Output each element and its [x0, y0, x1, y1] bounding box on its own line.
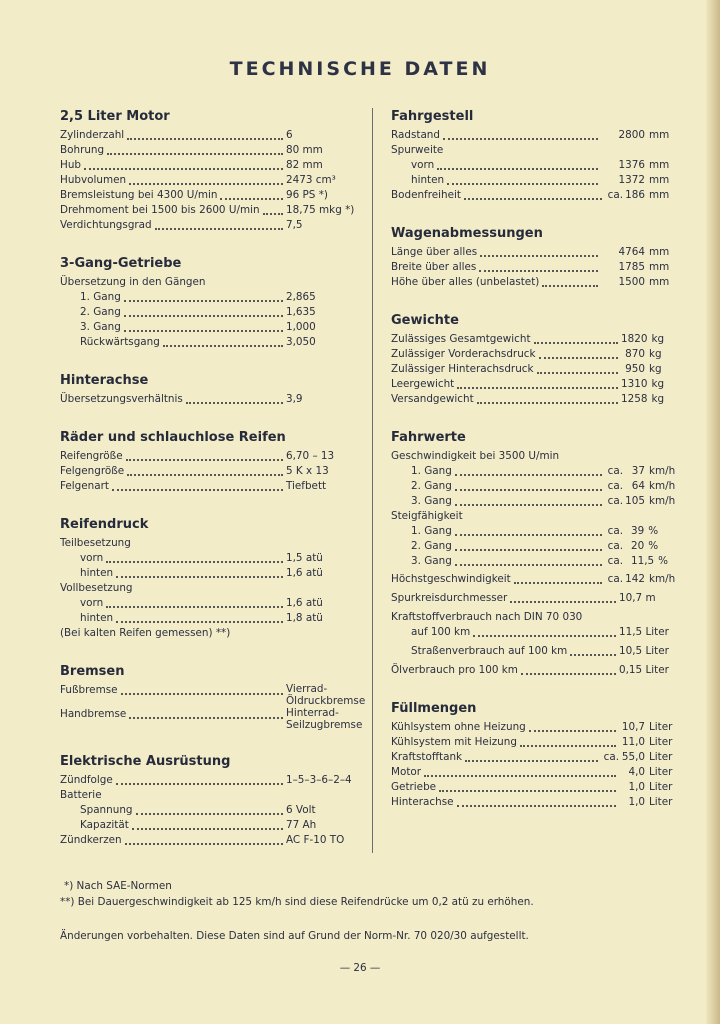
spec-row: [391, 780, 681, 795]
spec-label: Spurkreisdurchmesser: [391, 592, 508, 604]
spec-label: 2. Gang: [411, 480, 452, 492]
spec-label: Zündfolge: [60, 774, 113, 786]
spec-label: Zylinderzahl: [60, 129, 125, 141]
section-elektrik: [60, 753, 370, 848]
spec-value: 1310: [621, 378, 648, 390]
section-motor: [60, 108, 370, 233]
section-heading: Wagenabmessungen: [391, 226, 543, 241]
spec-row: [60, 290, 370, 305]
spec-label: Motor: [391, 766, 422, 778]
subheading: Spurweite: [391, 144, 444, 156]
spec-label: Kapazität: [80, 819, 129, 831]
section-heading: 3-Gang-Getriebe: [60, 256, 182, 271]
spec-unit: Liter: [649, 736, 673, 748]
spec-value: 1,000: [286, 321, 316, 333]
spec-value: 1,5 atü: [286, 552, 323, 564]
section-bremsen: [60, 663, 370, 731]
spec-unit: km/h: [649, 573, 676, 585]
section-heading: Fahrwerte: [391, 430, 466, 445]
spec-label: auf 100 km: [411, 626, 471, 638]
spec-value: 1376: [618, 159, 645, 171]
ca-marker: ca.: [607, 525, 623, 537]
subheading: Kraftstoffverbrauch nach DIN 70 030: [391, 611, 583, 623]
spec-unit: kg: [649, 363, 662, 375]
spec-value: 2,865: [286, 291, 316, 303]
subheading: Batterie: [60, 789, 102, 801]
section-fahrwerte: [391, 429, 681, 678]
spec-unit: mm: [649, 159, 670, 171]
spec-row: [60, 551, 370, 566]
subheading: Teilbesetzung: [60, 537, 131, 549]
spec-row: [391, 625, 681, 640]
spec-value: 96 PS *): [286, 189, 328, 201]
ca-marker: ca.: [607, 555, 623, 567]
spec-row: [391, 554, 681, 569]
spec-unit: Liter: [649, 796, 673, 808]
spec-row: [391, 245, 681, 260]
spec-value: 1,6 atü: [286, 597, 323, 609]
spec-value: 950: [625, 363, 645, 375]
spec-label: Fußbremse: [60, 684, 118, 696]
spec-unit: km/h: [649, 465, 676, 477]
footnotes: [60, 878, 534, 910]
spec-value: AC F-10 TO: [286, 834, 345, 846]
spec-row: [391, 539, 681, 554]
section-heading: Füllmengen: [391, 701, 477, 716]
spec-label: vorn: [80, 597, 104, 609]
section-fahrgestell: [391, 108, 681, 203]
spec-value: 80 mm: [286, 144, 323, 156]
spec-value: 6: [286, 129, 293, 141]
section-gewichte: [391, 312, 681, 407]
spec-label: vorn: [411, 159, 435, 171]
subheading: Vollbesetzung: [60, 582, 133, 594]
spec-row: [60, 707, 370, 731]
spec-row: [391, 188, 681, 203]
spec-value: Tiefbett: [286, 480, 327, 492]
section-heading: Gewichte: [391, 313, 459, 328]
spec-value: 10,5 Liter: [619, 645, 669, 657]
spec-unit: %: [648, 525, 659, 537]
spec-value: 11,5: [631, 555, 655, 567]
spec-row: [391, 362, 681, 377]
spec-label: 3. Gang: [411, 555, 452, 567]
section-heading: 2,5 Liter Motor: [60, 109, 170, 124]
spec-row: [60, 479, 370, 494]
section-raeder: [60, 429, 370, 494]
spec-label: Felgengröße: [60, 465, 125, 477]
spec-row: [60, 611, 370, 626]
spec-label: Verdichtungsgrad: [60, 219, 152, 231]
left-column: [60, 108, 370, 870]
spec-label: Straßenverbrauch auf 100 km: [411, 645, 568, 657]
spec-label: Handbremse: [60, 708, 127, 720]
spec-value: 186: [625, 189, 645, 201]
spec-row: [391, 720, 681, 735]
ca-marker: ca.: [607, 573, 623, 585]
spec-row: [60, 596, 370, 611]
spec-row: [60, 683, 370, 707]
footnote-1: *) Nach SAE-Normen: [64, 880, 172, 892]
spec-unit: mm: [649, 189, 670, 201]
spec-row: [391, 275, 681, 290]
spec-row: [391, 173, 681, 188]
spec-label: Kühlsystem ohne Heizung: [391, 721, 526, 733]
spec-unit: kg: [651, 393, 665, 405]
subheading: Steigfähigkeit: [391, 510, 463, 522]
spec-unit: mm: [649, 261, 670, 273]
spec-value: 39: [631, 525, 645, 537]
section-getriebe: [60, 255, 370, 350]
spec-row: [391, 591, 681, 606]
spec-row: [391, 663, 681, 678]
spec-row: [60, 773, 370, 788]
spec-row: [60, 818, 370, 833]
spec-label: Zündkerzen: [60, 834, 122, 846]
spec-row: [60, 566, 370, 581]
spec-row: [391, 750, 681, 765]
spec-unit: %: [648, 540, 659, 552]
page-title: TECHNISCHE DATEN: [229, 58, 491, 80]
spec-label: Übersetzungsverhältnis: [60, 393, 183, 405]
spec-value: 77 Ah: [286, 819, 317, 831]
spec-value: 1,0: [628, 781, 645, 793]
spec-label: 3. Gang: [80, 321, 121, 333]
spec-value: 3,9: [286, 393, 303, 405]
spec-row: [60, 188, 370, 203]
spec-label: 2. Gang: [411, 540, 452, 552]
spec-label: Ölverbrauch pro 100 km: [391, 664, 518, 676]
spec-row: [60, 392, 370, 407]
spec-row: [60, 218, 370, 233]
spec-row: [60, 833, 370, 848]
spec-row: [391, 260, 681, 275]
spec-value: 3,050: [286, 336, 316, 348]
spec-unit: %: [658, 555, 669, 567]
spec-row: [60, 143, 370, 158]
spec-label: Drehmoment bei 1500 bis 2600 U/min: [60, 204, 260, 216]
spec-label: Höhe über alles (unbelastet): [391, 276, 540, 288]
spec-row: [391, 158, 681, 173]
spec-value: 0,15 Liter: [619, 664, 669, 676]
spec-row: [391, 524, 681, 539]
section-heading: Bremsen: [60, 664, 125, 679]
ca-marker: ca.: [603, 751, 619, 763]
page-edge: [706, 0, 720, 1024]
spec-row: [391, 735, 681, 750]
spec-row: [391, 479, 681, 494]
spec-value: 2800: [618, 129, 645, 141]
spec-unit: kg: [651, 333, 665, 345]
spec-unit: Liter: [649, 721, 673, 733]
spec-value: 142: [625, 573, 645, 585]
spec-label: Reifengröße: [60, 450, 123, 462]
spec-label: hinten: [80, 567, 114, 579]
spec-unit: mm: [649, 276, 670, 288]
spec-label: 2. Gang: [80, 306, 121, 318]
spec-row: [60, 128, 370, 143]
spec-unit: km/h: [649, 480, 676, 492]
spec-label: hinten: [411, 174, 445, 186]
spec-value: 1820: [621, 333, 648, 345]
spec-value: 870: [625, 348, 645, 360]
spec-row: [391, 494, 681, 509]
spec-label: Radstand: [391, 129, 440, 141]
spec-row: [60, 335, 370, 350]
spec-row: [60, 320, 370, 335]
spec-label: Länge über alles: [391, 246, 478, 258]
spec-value: 1372: [618, 174, 645, 186]
spec-value: 1,635: [286, 306, 316, 318]
spec-label: vorn: [80, 552, 104, 564]
note: (Bei kalten Reifen gemessen) **): [60, 627, 231, 639]
spec-label: hinten: [80, 612, 114, 624]
ca-marker: ca.: [607, 465, 623, 477]
spec-row: [60, 203, 370, 218]
spec-label: Hubvolumen: [60, 174, 127, 186]
spec-label: Versandgewicht: [391, 393, 474, 405]
ca-marker: ca.: [607, 540, 623, 552]
spec-value: 82 mm: [286, 159, 323, 171]
spec-unit: km/h: [649, 495, 676, 507]
spec-row: [391, 644, 681, 659]
spec-value: 6,70 – 13: [286, 450, 335, 462]
spec-row: [391, 392, 681, 407]
spec-unit: Liter: [649, 751, 673, 763]
spec-row: [60, 305, 370, 320]
spec-label: Zulässiges Gesamtgewicht: [391, 333, 531, 345]
change-notice: Änderungen vorbehalten. Diese Daten sind auf Grund der Norm-Nr. 70 020/30 aufgestellt.: [60, 930, 529, 942]
spec-label: Leergewicht: [391, 378, 455, 390]
spec-row: [391, 765, 681, 780]
subheading: Übersetzung in den Gängen: [60, 276, 206, 288]
spec-value: 18,75 mkg *): [286, 204, 355, 216]
spec-label: Kraftstofftank: [391, 751, 463, 763]
spec-value: 1,6 atü: [286, 567, 323, 579]
spec-row: [391, 377, 681, 392]
spec-row: [391, 464, 681, 479]
spec-value: 55,0: [621, 751, 645, 763]
spec-label: 3. Gang: [411, 495, 452, 507]
spec-value: 1,8 atü: [286, 612, 323, 624]
spec-label: Bodenfreiheit: [391, 189, 461, 201]
section-heading: Fahrgestell: [391, 109, 474, 124]
spec-value: 2473 cm³: [286, 174, 336, 186]
spec-label: 1. Gang: [411, 525, 452, 537]
spec-value: 6 Volt: [286, 804, 316, 816]
spec-label: Getriebe: [391, 781, 437, 793]
section-heading: Elektrische Ausrüstung: [60, 754, 231, 769]
section-heading: Räder und schlauchlose Reifen: [60, 430, 286, 445]
spec-label: Spannung: [80, 804, 133, 816]
spec-value: 4764: [618, 246, 645, 258]
subheading: Geschwindigkeit bei 3500 U/min: [391, 450, 560, 462]
spec-label: Zulässiger Hinterachsdruck: [391, 363, 534, 375]
column-divider: [372, 108, 373, 853]
section-abmessungen: [391, 225, 681, 290]
spec-label: 1. Gang: [411, 465, 452, 477]
spec-value: 10,7 m: [619, 592, 656, 604]
spec-label: Zulässiger Vorderachsdruck: [391, 348, 536, 360]
spec-label: Bohrung: [60, 144, 105, 156]
spec-value: 1–5–3–6–2–4: [286, 774, 352, 786]
spec-row: [60, 158, 370, 173]
spec-unit: mm: [649, 246, 670, 258]
spec-label: Breite über alles: [391, 261, 477, 273]
footnote-2: **) Bei Dauergeschwindigkeit ab 125 km/h sind diese Reifendrücke um 0,2 atü zu erhöhen.: [60, 896, 534, 908]
spec-value: 37: [631, 465, 645, 477]
spec-row: [391, 347, 681, 362]
spec-label: Bremsleistung bei 4300 U/min: [60, 189, 218, 201]
spec-unit: mm: [649, 174, 670, 186]
spec-row: [391, 332, 681, 347]
section-fuellmengen: [391, 700, 681, 810]
spec-label: Hub: [60, 159, 81, 171]
spec-value: 64: [631, 480, 645, 492]
spec-value: 1258: [621, 393, 648, 405]
spec-value: 20: [631, 540, 645, 552]
right-column: [391, 108, 681, 832]
spec-row: [60, 464, 370, 479]
spec-value: 10,7: [621, 721, 645, 733]
spec-row: [60, 449, 370, 464]
spec-row: [391, 128, 681, 143]
spec-row: [391, 572, 681, 587]
spec-value: 1500: [618, 276, 645, 288]
spec-value: Vierrad- Öldruckbremse: [286, 683, 366, 707]
spec-value: Hinterrad- Seilzugbremse: [286, 707, 363, 731]
spec-unit: mm: [649, 129, 670, 141]
spec-row: [391, 795, 681, 810]
spec-value: 1785: [618, 261, 645, 273]
section-heading: Reifendruck: [60, 517, 149, 532]
section-reifendruck: [60, 516, 370, 641]
ca-marker: ca.: [607, 495, 623, 507]
section-heading: Hinterachse: [60, 373, 149, 388]
spec-value: 5 K x 13: [286, 465, 329, 477]
section-hinterachse: [60, 372, 370, 407]
spec-value: 7,5: [286, 219, 303, 231]
spec-label: Hinterachse: [391, 796, 454, 808]
spec-unit: Liter: [649, 781, 673, 793]
spec-label: 1. Gang: [80, 291, 121, 303]
spec-label: Höchstgeschwindigkeit: [391, 573, 511, 585]
ca-marker: ca.: [607, 480, 623, 492]
spec-value: 4,0: [628, 766, 645, 778]
spec-unit: Liter: [649, 766, 673, 778]
spec-label: Kühlsystem mit Heizung: [391, 736, 517, 748]
spec-value: 1,0: [628, 796, 645, 808]
spec-value: 105: [625, 495, 645, 507]
spec-label: Rückwärtsgang: [80, 336, 160, 348]
spec-row: [60, 803, 370, 818]
spec-value: 11,5 Liter: [619, 626, 669, 638]
spec-unit: kg: [649, 348, 662, 360]
spec-unit: kg: [651, 378, 665, 390]
spec-label: Felgenart: [60, 480, 109, 492]
page-number: — 26 —: [339, 962, 381, 974]
ca-marker: ca.: [607, 189, 623, 201]
spec-row: [60, 173, 370, 188]
spec-value: 11,0: [621, 736, 645, 748]
